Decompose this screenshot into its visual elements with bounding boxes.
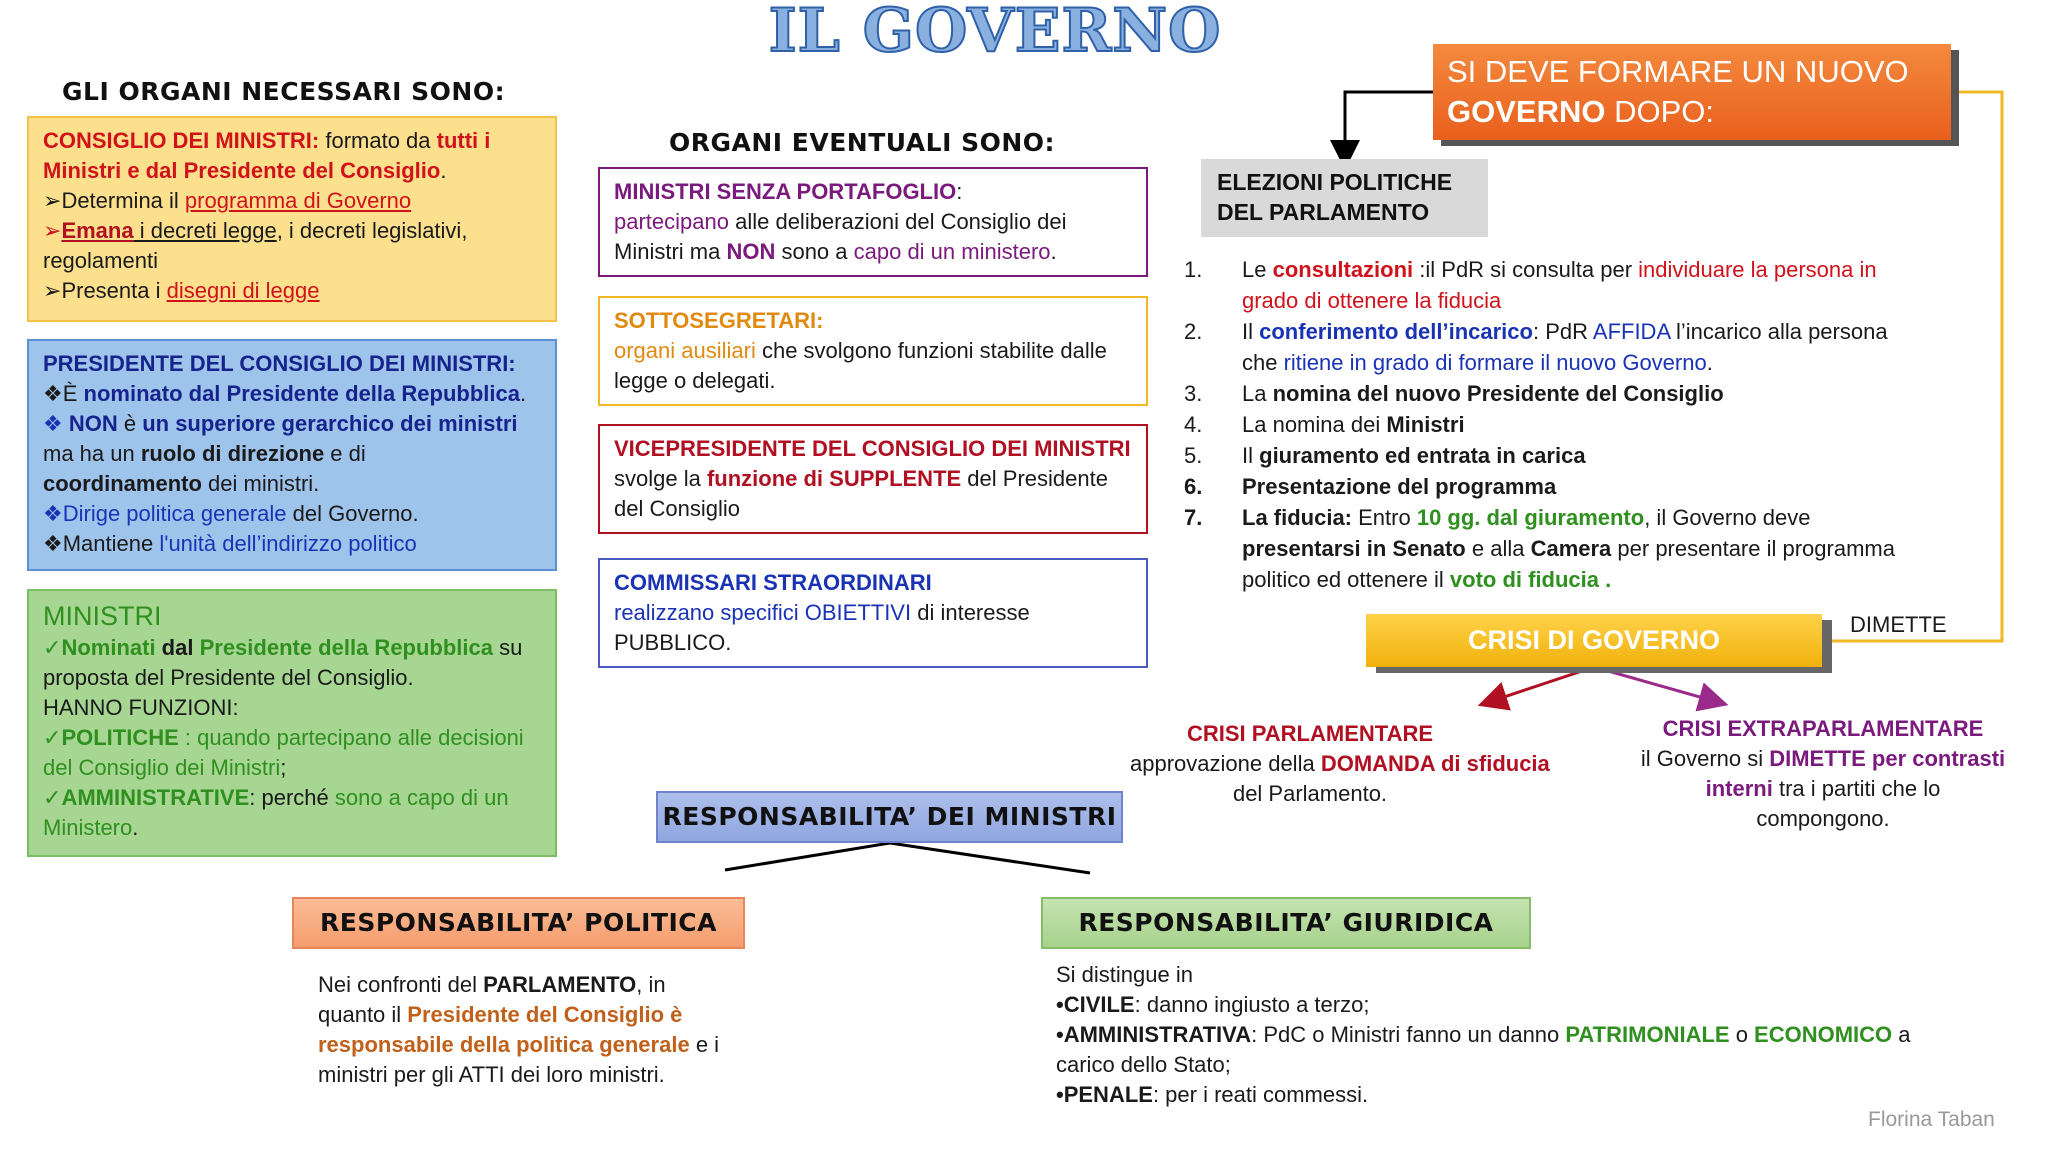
steps-list — [1182, 254, 1902, 595]
necessari-heading: GLI ORGANI NECESSARI SONO: — [62, 77, 506, 106]
diamond-bullet-icon: ❖ — [43, 381, 63, 406]
check-bullet-icon: ✓ — [43, 635, 62, 660]
consiglio-ministri-box: CONSIGLIO DEI MINISTRI: formato da tutti i Ministri e dal Presidente del Consiglio. ➢Determina il programma di Governo ➢Emana i decreti legge, i decreti legislativi, regolamenti ➢Presenta i disegni di legge — [27, 116, 557, 322]
diamond-bullet-icon: ❖ — [43, 501, 63, 526]
dimette-label: DIMETTE — [1850, 612, 1947, 637]
diamond-bullet-icon: ❖ — [43, 411, 63, 436]
arrow-nuovo-to-elezioni — [1345, 92, 1433, 155]
list-item: 3. La nomina del nuovo Presidente del Consiglio — [1184, 381, 1724, 406]
responsabilita-ministri-box: RESPONSABILITA’ DEI MINISTRI — [656, 791, 1123, 843]
crisi-extraparlamentare: CRISI EXTRAPARLAMENTARE il Governo si DIMETTE per contrasti interni tra i partiti che lo compongono. — [1640, 716, 2006, 831]
arrow-crisi-parlamentare — [1492, 667, 1594, 701]
eventuali-heading: ORGANI EVENTUALI SONO: — [669, 128, 1056, 157]
crisi-parlamentare: CRISI PARLAMENTARE approvazione della DOMANDA di sfiducia del Parlamento. — [1130, 721, 1550, 806]
branch-responsabilita — [725, 843, 1090, 873]
responsabilita-politica-box: RESPONSABILITA’ POLITICA — [292, 897, 745, 949]
author-credit: Florina Taban — [1868, 1108, 1995, 1131]
commissari-straordinari-box: COMMISSARI STRAORDINARI realizzano specifici OBIETTIVI di interesse PUBBLICO. — [598, 558, 1148, 668]
presidente-consiglio-box: PRESIDENTE DEL CONSIGLIO DEI MINISTRI: ❖È nominato dal Presidente della Repubblica. ❖ NON è un superiore gerarchico dei ministri ma ha un ruolo di direzione e di coordinamento dei ministri. ❖Dirige politica generale del Governo. ❖Mantiene l'unità dell’indirizzo politico — [27, 339, 557, 571]
list-item: 7. La fiducia: Entro 10 gg. dal giuramento, il Governo deve presentarsi in Senato e alla Camera per presentare il programma politico ed ottenere il voto di fiducia . — [1184, 505, 1895, 592]
arrow-bullet-icon: ➢ — [43, 188, 62, 213]
arrow-bullet-icon: ➢ — [43, 278, 62, 303]
vicepresidente-box: VICEPRESIDENTE DEL CONSIGLIO DEI MINISTRI svolge la funzione di SUPPLENTE del Presidente del Consiglio — [598, 424, 1148, 534]
responsabilita-giuridica-text: Si distingue in •CIVILE: danno ingiusto a terzo; •AMMINISTRATIVA: PdC o Ministri fanno un danno PATRIMONIALE o ECONOMICO a carico dello Stato; •PENALE: per i reati commessi. — [1056, 962, 1911, 1107]
arrow-bullet-icon: ➢ — [43, 218, 62, 243]
arrow-crisi-extraparlamentare — [1594, 667, 1714, 701]
diamond-bullet-icon: ❖ — [43, 531, 63, 556]
responsabilita-giuridica-box: RESPONSABILITA’ GIURIDICA — [1041, 897, 1531, 949]
check-bullet-icon: ✓ — [43, 725, 62, 750]
page-title: IL GOVERNO — [768, 0, 1222, 66]
list-item: 1. Le consultazioni :il PdR si consulta per individuare la persona in grado di ottenere la fiducia — [1184, 257, 1877, 313]
responsabilita-politica-text: Nei confronti del PARLAMENTO, in quanto il Presidente del Consiglio è responsabile della politica generale e i ministri per gli ATTI dei loro ministri. — [318, 972, 720, 1087]
ministri-box: MINISTRI ✓Nominati dal Presidente della Repubblica su proposta del Presidente del Consiglio. HANNO FUNZIONI: ✓POLITICHE : quando partecipano alle decisioni del Consiglio dei Ministri; ✓AMMINISTRATIVE: perché sono a capo di un Ministero. — [27, 589, 557, 857]
sottosegretari-box: SOTTOSEGRETARI: organi ausiliari che svolgono funzioni stabilite dalle legge o delegati. — [598, 296, 1148, 406]
list-item: 2. Il conferimento dell’incarico: PdR AFFIDA l’incarico alla persona che ritiene in grado di formare il nuovo Governo. — [1184, 319, 1888, 375]
ministri-senza-portafoglio-box: MINISTRI SENZA PORTAFOGLIO: partecipano alle deliberazioni del Consiglio dei Ministri ma NON sono a capo di un ministero. — [598, 167, 1148, 277]
list-item: 5. Il giuramento ed entrata in carica — [1184, 443, 1586, 468]
nuovo-governo-box: SI DEVE FORMARE UN NUOVO GOVERNO DOPO: — [1433, 44, 1951, 140]
check-bullet-icon: ✓ — [43, 785, 62, 810]
crisi-di-governo-box: CRISI DI GOVERNO — [1366, 614, 1822, 667]
elezioni-box: ELEZIONI POLITICHE DEL PARLAMENTO — [1201, 159, 1488, 237]
list-item: 4. La nomina dei Ministri — [1184, 412, 1465, 437]
list-item: 6. Presentazione del programma — [1184, 474, 1557, 499]
